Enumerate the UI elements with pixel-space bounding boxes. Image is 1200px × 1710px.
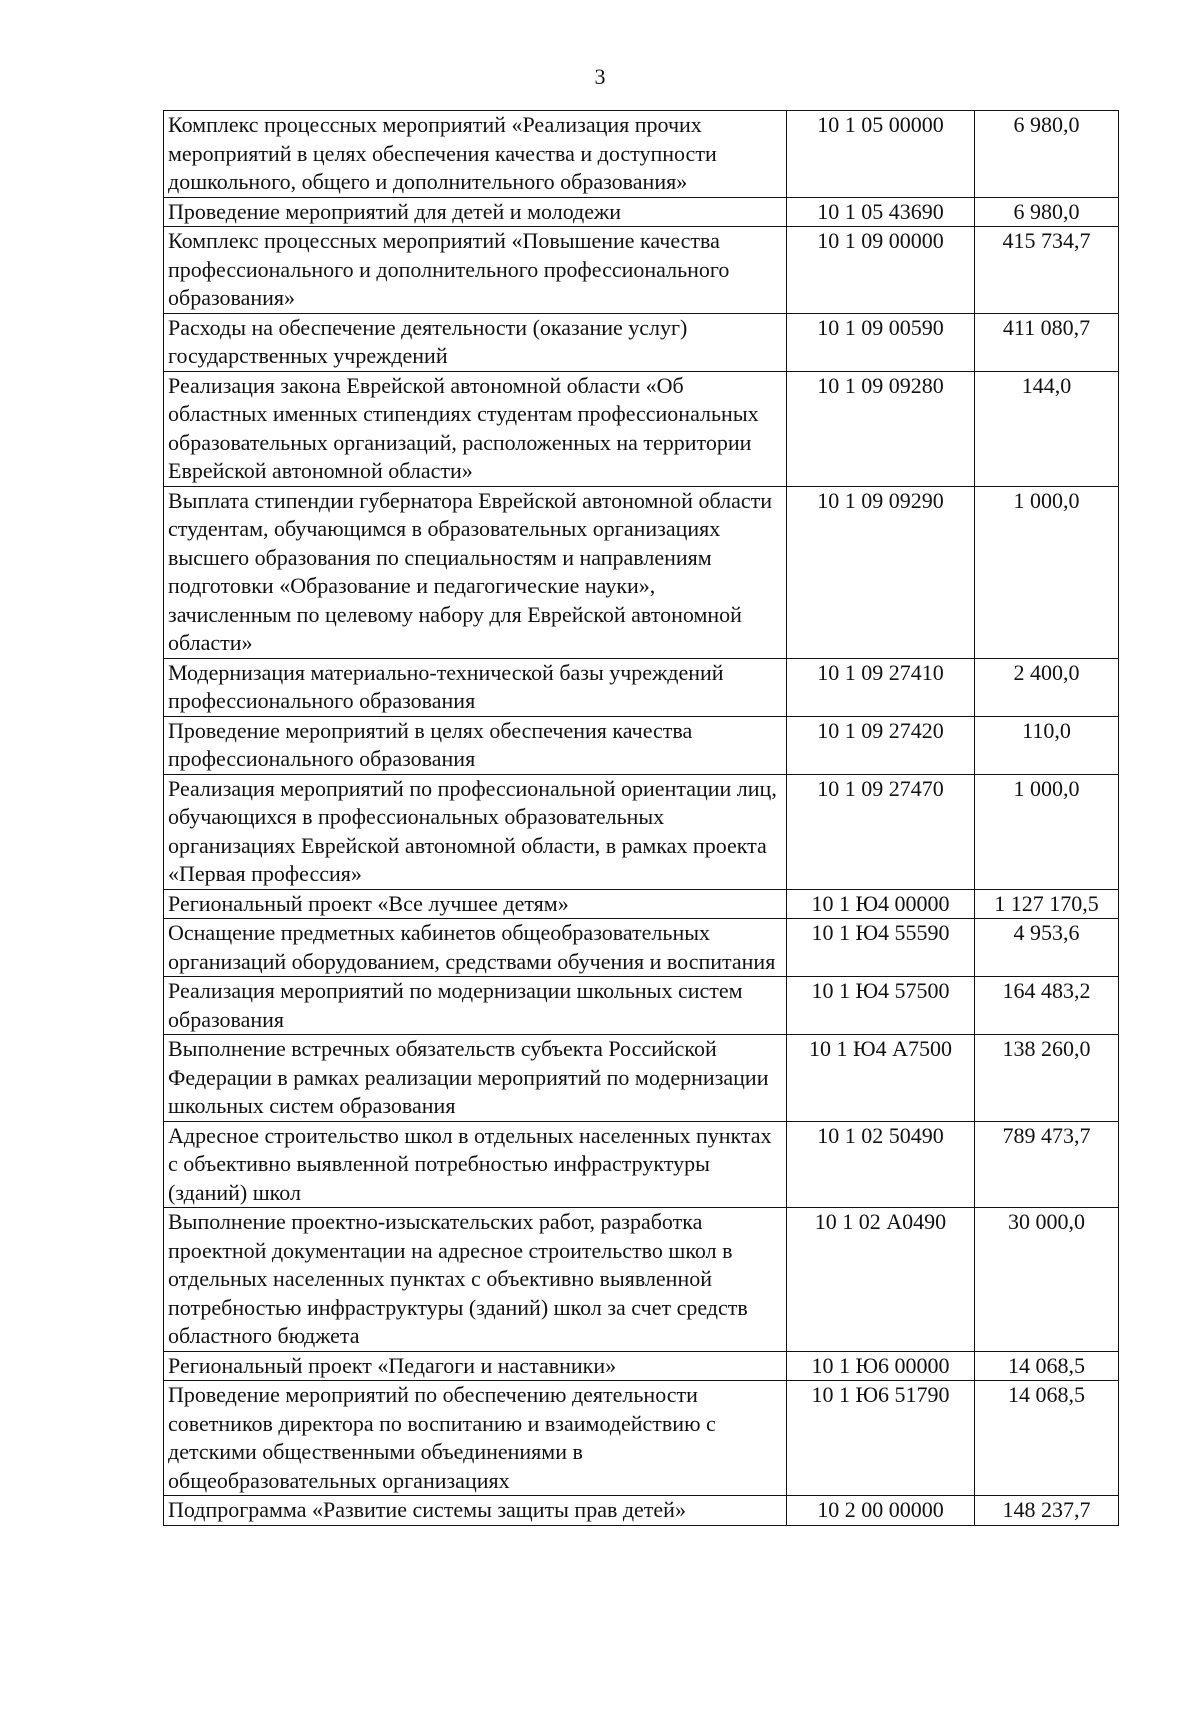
row-amount: 1 127 170,5: [975, 889, 1119, 919]
table-row: [164, 227, 1119, 314]
table-row: [164, 658, 1119, 716]
row-name: Региональный проект «Все лучшее детям»: [164, 889, 787, 919]
row-amount: 4 953,6: [975, 919, 1119, 977]
row-code: 10 1 Ю4 57500: [787, 977, 975, 1035]
row-name: Проведение мероприятий для детей и молодежи: [164, 197, 787, 227]
row-amount: 164 483,2: [975, 977, 1119, 1035]
row-amount: 6 980,0: [975, 197, 1119, 227]
row-name: Модернизация материально-технической базы учреждений профессионального образования: [164, 658, 787, 716]
table-row: [164, 197, 1119, 227]
table-row: [164, 486, 1119, 658]
row-code: 10 1 Ю4 55590: [787, 919, 975, 977]
row-name: Реализация мероприятий по профессиональной ориентации лиц, обучающихся в профессиональных образовательных организациях Еврейской автономной области, в рамках проекта «Первая профессия»: [164, 774, 787, 889]
table-row: [164, 1035, 1119, 1122]
row-amount: 2 400,0: [975, 658, 1119, 716]
table-row: [164, 774, 1119, 889]
table-row: [164, 371, 1119, 486]
row-amount: 789 473,7: [975, 1121, 1119, 1208]
budget-table: [163, 110, 1119, 1526]
table-row: [164, 919, 1119, 977]
row-code: 10 1 Ю6 51790: [787, 1381, 975, 1496]
row-code: 10 1 09 00000: [787, 227, 975, 314]
row-amount: 14 068,5: [975, 1351, 1119, 1381]
row-code: 10 1 09 27420: [787, 716, 975, 774]
row-code: 10 1 05 00000: [787, 111, 975, 198]
row-amount: 1 000,0: [975, 486, 1119, 658]
row-code: 10 2 00 00000: [787, 1496, 975, 1526]
row-name: Реализация закона Еврейской автономной области «Об областных именных стипендиях студентам профессиональных образовательных организаций, расположенных на территории Еврейской автономной области»: [164, 371, 787, 486]
row-code: 10 1 09 27410: [787, 658, 975, 716]
table-row: [164, 716, 1119, 774]
row-amount: 6 980,0: [975, 111, 1119, 198]
row-amount: 144,0: [975, 371, 1119, 486]
table-row: [164, 1208, 1119, 1352]
table-row: [164, 313, 1119, 371]
table-row: [164, 1496, 1119, 1526]
row-name: Комплекс процессных мероприятий «Повышение качества профессионального и дополнительного профессионального образования»: [164, 227, 787, 314]
row-name: Комплекс процессных мероприятий «Реализация прочих мероприятий в целях обеспечения качества и доступности дошкольного, общего и дополнительного образования»: [164, 111, 787, 198]
table-row: [164, 889, 1119, 919]
row-name: Адресное строительство школ в отдельных населенных пунктах с объективно выявленной потребностью инфраструктуры (зданий) школ: [164, 1121, 787, 1208]
page-number: 3: [594, 64, 606, 89]
row-code: 10 1 Ю4 00000: [787, 889, 975, 919]
row-name: Проведение мероприятий в целях обеспечения качества профессионального образования: [164, 716, 787, 774]
row-code: 10 1 Ю6 00000: [787, 1351, 975, 1381]
row-name: Оснащение предметных кабинетов общеобразовательных организаций оборудованием, средствами обучения и воспитания: [164, 919, 787, 977]
row-code: 10 1 05 43690: [787, 197, 975, 227]
row-name: Расходы на обеспечение деятельности (оказание услуг) государственных учреждений: [164, 313, 787, 371]
table-row: [164, 111, 1119, 198]
row-amount: 14 068,5: [975, 1381, 1119, 1496]
row-amount: 411 080,7: [975, 313, 1119, 371]
row-code: 10 1 09 09290: [787, 486, 975, 658]
row-amount: 148 237,7: [975, 1496, 1119, 1526]
row-amount: 138 260,0: [975, 1035, 1119, 1122]
row-code: 10 1 09 09280: [787, 371, 975, 486]
row-amount: 30 000,0: [975, 1208, 1119, 1352]
row-name: Реализация мероприятий по модернизации школьных систем образования: [164, 977, 787, 1035]
table-row: [164, 1121, 1119, 1208]
row-code: 10 1 02 А0490: [787, 1208, 975, 1352]
row-amount: 415 734,7: [975, 227, 1119, 314]
table-row: [164, 977, 1119, 1035]
row-name: Выполнение встречных обязательств субъекта Российской Федерации в рамках реализации мероприятий по модернизации школьных систем образования: [164, 1035, 787, 1122]
table-row: [164, 1351, 1119, 1381]
row-name: Региональный проект «Педагоги и наставники»: [164, 1351, 787, 1381]
row-code: 10 1 09 00590: [787, 313, 975, 371]
row-amount: 1 000,0: [975, 774, 1119, 889]
row-name: Проведение мероприятий по обеспечению деятельности советников директора по воспитанию и взаимодействию с детскими общественными объединениями в общеобразовательных организациях: [164, 1381, 787, 1496]
row-amount: 110,0: [975, 716, 1119, 774]
row-code: 10 1 09 27470: [787, 774, 975, 889]
row-code: 10 1 Ю4 А7500: [787, 1035, 975, 1122]
table-row: [164, 1381, 1119, 1496]
row-name: Подпрограмма «Развитие системы защиты прав детей»: [164, 1496, 787, 1526]
row-name: Выполнение проектно-изыскательских работ, разработка проектной документации на адресное строительство школ в отдельных населенных пунктах с объективно выявленной потребностью инфраструктуры (зданий) школ за счет средств областного бюджета: [164, 1208, 787, 1352]
row-name: Выплата стипендии губернатора Еврейской автономной области студентам, обучающимся в образовательных организациях высшего образования по специальностям и направлениям подготовки «Образование и педагогические науки», зачисленным по целевому набору для Еврейской автономной области»: [164, 486, 787, 658]
row-code: 10 1 02 50490: [787, 1121, 975, 1208]
